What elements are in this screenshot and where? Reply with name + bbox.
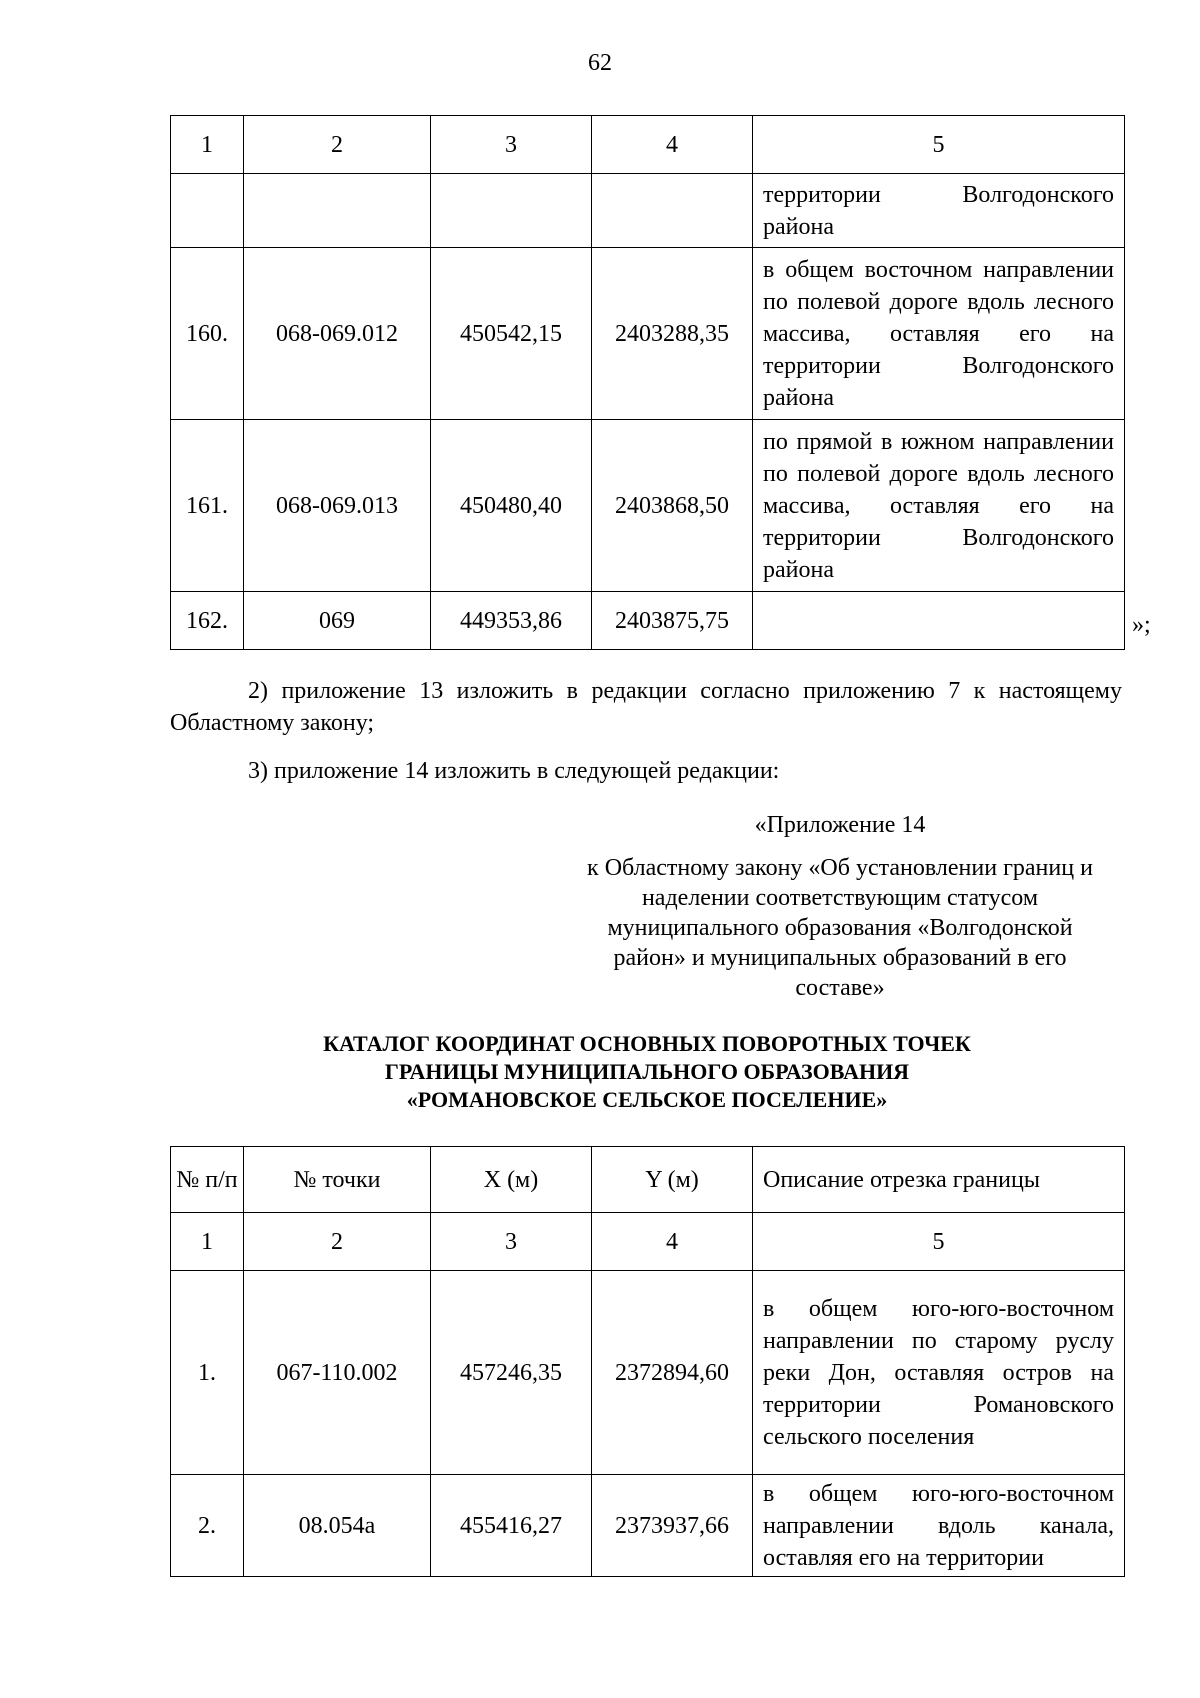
column-header-row-number: № п/п <box>171 1147 244 1213</box>
segment-description: в общем восточном направлении по полевой дороге вдоль лесного массива, оставляя его на территории Волгодонского района <box>753 248 1125 420</box>
appendix-reference: к Областному закону «Об установлении границ и наделении соответствующим статусом муниципального образования «Волгодонской район» и муниципальных образований в его составе» <box>587 855 1093 1001</box>
page-number: 62 <box>588 50 612 76</box>
row-number: 160. <box>171 248 244 420</box>
column-header-point: № точки <box>244 1147 431 1213</box>
point-id: 067-110.002 <box>244 1271 431 1475</box>
column-number: 1 <box>171 1213 244 1271</box>
y-coordinate: 2372894,60 <box>592 1271 753 1475</box>
table-row <box>171 420 1125 592</box>
column-number: 4 <box>592 116 753 174</box>
closing-quote: »; <box>1132 612 1151 638</box>
table-row <box>171 248 1125 420</box>
catalog-title-line: КАТАЛОГ КООРДИНАТ ОСНОВНЫХ ПОВОРОТНЫХ ТОЧЕК <box>323 1031 971 1056</box>
y-coordinate: 2403875,75 <box>592 592 753 650</box>
x-coordinate: 455416,27 <box>431 1475 592 1577</box>
point-id: 069 <box>244 592 431 650</box>
catalog-title-line: «РОМАНОВСКОЕ СЕЛЬСКОЕ ПОСЕЛЕНИЕ» <box>406 1087 888 1112</box>
table-row <box>171 1271 1125 1475</box>
row-number: 161. <box>171 420 244 592</box>
catalog-title-line: ГРАНИЦЫ МУНИЦИПАЛЬНОГО ОБРАЗОВАНИЯ <box>384 1059 910 1084</box>
x-coordinate: 457246,35 <box>431 1271 592 1475</box>
column-number: 2 <box>244 1213 431 1271</box>
segment-description <box>753 592 1125 650</box>
y-coordinate: 2403868,50 <box>592 420 753 592</box>
column-number: 3 <box>431 1213 592 1271</box>
segment-description: в общем юго-юго-восточном направлении по старому руслу реки Дон, оставляя остров на территории Романовского сельского поселения <box>753 1271 1125 1475</box>
column-number: 4 <box>592 1213 753 1271</box>
y-coordinate: 2373937,66 <box>592 1475 753 1577</box>
column-number: 2 <box>244 116 431 174</box>
table-row <box>171 592 1125 650</box>
paragraph-item-2 <box>170 675 1122 739</box>
column-header-x: X (м) <box>431 1147 592 1213</box>
column-number: 5 <box>753 1213 1125 1271</box>
table-header-row <box>171 116 1125 174</box>
point-id: 068-069.013 <box>244 420 431 592</box>
point-id: 08.054а <box>244 1475 431 1577</box>
column-header-description: Описание отрезка границы <box>753 1147 1125 1213</box>
row-number: 2. <box>171 1475 244 1577</box>
row-number: 162. <box>171 592 244 650</box>
table-numbering-row <box>171 1213 1125 1271</box>
paragraph-text: 2) приложение 13 изложить в редакции согласно приложению 7 к настоящему Областному закону; <box>170 678 1122 736</box>
x-coordinate: 450480,40 <box>431 420 592 592</box>
row-number: 1. <box>171 1271 244 1475</box>
table-row <box>171 1475 1125 1577</box>
column-number: 1 <box>171 116 244 174</box>
column-number: 3 <box>431 116 592 174</box>
y-coordinate: 2403288,35 <box>592 248 753 420</box>
coordinates-table <box>170 1146 1125 1577</box>
segment-description: в общем юго-юго-восточном направлении вдоль канала, оставляя его на территории <box>753 1475 1125 1577</box>
column-header-y: Y (м) <box>592 1147 753 1213</box>
paragraph-text: 3) приложение 14 изложить в следующей редакции: <box>248 758 780 784</box>
segment-description: территории Волгодонского района <box>753 174 1125 248</box>
x-coordinate: 450542,15 <box>431 248 592 420</box>
boundary-table-continuation <box>170 115 1125 650</box>
table-row <box>171 174 1125 248</box>
point-id: 068-069.012 <box>244 248 431 420</box>
appendix-title: «Приложение 14 <box>754 812 926 838</box>
paragraph-item-3 <box>170 755 1122 787</box>
x-coordinate: 449353,86 <box>431 592 592 650</box>
segment-description: по прямой в южном направлении по полевой дороге вдоль лесного массива, оставляя его на территории Волгодонского района <box>753 420 1125 592</box>
column-number: 5 <box>753 116 1125 174</box>
table-header-row <box>171 1147 1125 1213</box>
catalog-title <box>170 1030 1124 1114</box>
